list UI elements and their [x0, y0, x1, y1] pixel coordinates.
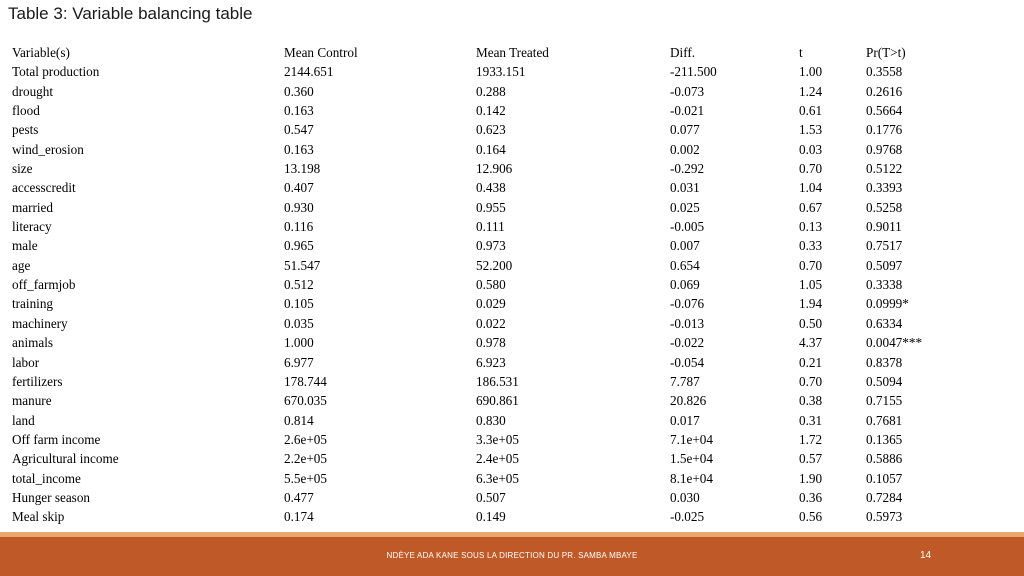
cell-variable: total_income	[12, 470, 81, 486]
cell-mean-treated: 12.906	[476, 161, 513, 177]
table-row	[8, 353, 986, 372]
table-row	[8, 411, 986, 430]
cell-mean-control: 0.360	[284, 83, 314, 99]
cell-mean-control: 5.5e+05	[284, 470, 327, 486]
cell-mean-treated: 0.580	[476, 277, 506, 293]
cell-mean-control: 2144.651	[284, 64, 334, 80]
cell-p-value: 0.5097	[866, 257, 903, 273]
page-number: 14	[920, 550, 932, 561]
cell-variable: flood	[12, 103, 40, 119]
cell-t: 0.56	[799, 509, 823, 525]
cell-diff: 0.031	[670, 180, 700, 196]
cell-variable: labor	[12, 354, 40, 370]
cell-mean-treated: 690.861	[476, 393, 519, 409]
cell-t: 1.24	[799, 83, 823, 99]
cell-diff: -0.054	[670, 354, 705, 370]
cell-diff: 0.002	[670, 141, 700, 157]
cell-mean-control: 13.198	[284, 161, 321, 177]
cell-mean-control: 0.163	[284, 141, 314, 157]
cell-mean-control: 0.930	[284, 199, 314, 215]
footer-bar	[0, 537, 1024, 576]
table-row	[8, 391, 986, 410]
cell-diff: 7.1e+04	[670, 431, 713, 447]
cell-mean-control: 0.965	[284, 238, 314, 254]
table-body	[8, 62, 986, 526]
cell-t: 0.70	[799, 373, 823, 389]
table-row	[8, 314, 986, 333]
cell-p-value: 0.9011	[866, 219, 902, 235]
cell-diff: 8.1e+04	[670, 470, 713, 486]
cell-t: 0.70	[799, 161, 823, 177]
cell-mean-control: 0.174	[284, 509, 314, 525]
cell-mean-control: 0.105	[284, 296, 314, 312]
cell-p-value: 0.9768	[866, 141, 903, 157]
cell-variable: Meal skip	[12, 509, 65, 525]
footer-author-text: NDÈYE ADA KANE SOUS LA DIRECTION DU PR. SAMBA MBAYE	[386, 551, 638, 560]
cell-p-value: 0.1057	[866, 470, 903, 486]
cell-t: 0.38	[799, 393, 823, 409]
cell-variable: off_farmjob	[12, 277, 76, 293]
cell-t: 0.03	[799, 141, 823, 157]
cell-mean-treated: 0.438	[476, 180, 506, 196]
table-row	[8, 333, 986, 352]
cell-mean-treated: 0.978	[476, 335, 506, 351]
table-row	[8, 469, 986, 488]
cell-variable: land	[12, 412, 35, 428]
table-row	[8, 140, 986, 159]
cell-mean-treated: 2.4e+05	[476, 451, 519, 467]
cell-variable: drought	[12, 83, 54, 99]
table-row	[8, 159, 986, 178]
header-p-value: Pr(T>t)	[866, 45, 906, 60]
cell-mean-treated: 0.111	[476, 219, 505, 235]
cell-diff: -211.500	[670, 64, 717, 80]
cell-mean-control: 0.547	[284, 122, 314, 138]
cell-t: 1.72	[799, 431, 823, 447]
table-row	[8, 294, 986, 313]
cell-t: 0.21	[799, 354, 823, 370]
cell-mean-control: 0.814	[284, 412, 314, 428]
table-row	[8, 198, 986, 217]
cell-mean-treated: 0.623	[476, 122, 506, 138]
cell-mean-treated: 3.3e+05	[476, 431, 519, 447]
cell-variable: married	[12, 199, 54, 215]
cell-p-value: 0.5094	[866, 373, 903, 389]
cell-mean-control: 1.000	[284, 335, 314, 351]
cell-variable: Total production	[12, 64, 100, 80]
cell-mean-treated: 0.973	[476, 238, 506, 254]
cell-p-value: 0.1776	[866, 122, 903, 138]
cell-mean-control: 178.744	[284, 373, 327, 389]
table-row	[8, 430, 986, 449]
cell-p-value: 0.3558	[866, 64, 903, 80]
cell-t: 1.90	[799, 470, 823, 486]
table-row	[8, 507, 986, 526]
cell-p-value: 0.7681	[866, 412, 903, 428]
cell-mean-control: 51.547	[284, 257, 321, 273]
cell-t: 0.67	[799, 199, 823, 215]
cell-diff: 0.007	[670, 238, 700, 254]
cell-p-value: 0.5886	[866, 451, 903, 467]
cell-mean-control: 0.477	[284, 489, 314, 505]
cell-mean-treated: 0.149	[476, 509, 506, 525]
cell-diff: -0.013	[670, 315, 705, 331]
cell-p-value: 0.5664	[866, 103, 903, 119]
table-row	[8, 275, 986, 294]
cell-diff: 0.025	[670, 199, 700, 215]
cell-diff: -0.073	[670, 83, 705, 99]
table-row	[8, 236, 986, 255]
cell-variable: literacy	[12, 219, 52, 235]
table-row	[8, 217, 986, 236]
header-t: t	[799, 45, 803, 60]
cell-variable: machinery	[12, 315, 68, 331]
slide-title: Table 3: Variable balancing table	[8, 4, 253, 23]
cell-diff: 1.5e+04	[670, 451, 713, 467]
header-diff: Diff.	[670, 45, 696, 60]
cell-variable: Hunger season	[12, 489, 91, 505]
cell-mean-treated: 1933.151	[476, 64, 526, 80]
cell-mean-control: 0.163	[284, 103, 314, 119]
cell-variable: Agricultural income	[12, 451, 119, 467]
cell-p-value: 0.7517	[866, 238, 903, 254]
cell-t: 4.37	[799, 335, 823, 351]
cell-mean-control: 0.407	[284, 180, 314, 196]
cell-diff: 0.077	[670, 122, 700, 138]
cell-p-value: 0.2616	[866, 83, 903, 99]
cell-mean-treated: 0.164	[476, 141, 506, 157]
cell-t: 0.50	[799, 315, 823, 331]
cell-t: 1.05	[799, 277, 823, 293]
cell-variable: age	[12, 257, 31, 273]
cell-mean-control: 0.512	[284, 277, 314, 293]
cell-t: 0.36	[799, 489, 823, 505]
cell-variable: male	[12, 238, 38, 254]
cell-p-value: 0.0047***	[866, 335, 923, 351]
table-row	[8, 256, 986, 275]
cell-mean-treated: 6.3e+05	[476, 470, 519, 486]
cell-t: 0.13	[799, 219, 823, 235]
cell-mean-treated: 0.288	[476, 83, 506, 99]
cell-variable: size	[12, 161, 33, 177]
cell-t: 1.00	[799, 64, 823, 80]
cell-variable: pests	[12, 122, 39, 138]
cell-mean-treated: 0.830	[476, 412, 506, 428]
cell-diff: -0.025	[670, 509, 705, 525]
cell-diff: 7.787	[670, 373, 700, 389]
cell-diff: 0.017	[670, 412, 700, 428]
cell-mean-treated: 0.507	[476, 489, 506, 505]
cell-variable: accesscredit	[12, 180, 76, 196]
cell-mean-control: 2.2e+05	[284, 451, 327, 467]
cell-diff: -0.022	[670, 335, 705, 351]
cell-t: 0.57	[799, 451, 823, 467]
table-row	[8, 178, 986, 197]
cell-diff: -0.005	[670, 219, 705, 235]
cell-variable: animals	[12, 335, 54, 351]
cell-t: 0.33	[799, 238, 823, 254]
table-row	[8, 488, 986, 507]
cell-p-value: 0.5973	[866, 509, 903, 525]
cell-p-value: 0.3393	[866, 180, 903, 196]
cell-t: 0.61	[799, 103, 823, 119]
cell-diff: -0.292	[670, 161, 705, 177]
cell-diff: -0.076	[670, 296, 705, 312]
cell-p-value: 0.5258	[866, 199, 903, 215]
cell-variable: Off farm income	[12, 431, 101, 447]
table-header-row	[8, 43, 986, 62]
header-mean-treated: Mean Treated	[476, 45, 549, 60]
cell-mean-control: 2.6e+05	[284, 431, 327, 447]
cell-t: 0.31	[799, 412, 823, 428]
cell-p-value: 0.6334	[866, 315, 903, 331]
cell-mean-control: 670.035	[284, 393, 327, 409]
header-mean-control: Mean Control	[284, 45, 358, 60]
cell-mean-treated: 186.531	[476, 373, 519, 389]
cell-p-value: 0.8378	[866, 354, 903, 370]
cell-mean-control: 0.116	[284, 219, 314, 235]
cell-t: 1.94	[799, 296, 823, 312]
cell-mean-treated: 0.142	[476, 103, 506, 119]
cell-t: 1.53	[799, 122, 823, 138]
cell-variable: wind_erosion	[12, 141, 84, 157]
cell-diff: 0.030	[670, 489, 700, 505]
table-row	[8, 82, 986, 101]
cell-diff: 0.069	[670, 277, 700, 293]
cell-variable: manure	[12, 393, 52, 409]
cell-diff: -0.021	[670, 103, 705, 119]
cell-diff: 0.654	[670, 257, 700, 273]
cell-t: 1.04	[799, 180, 823, 196]
cell-mean-control: 0.035	[284, 315, 314, 331]
cell-p-value: 0.5122	[866, 161, 903, 177]
table-row	[8, 101, 986, 120]
cell-t: 0.70	[799, 257, 823, 273]
cell-p-value: 0.7284	[866, 489, 903, 505]
table-row	[8, 62, 986, 81]
table-row	[8, 120, 986, 139]
cell-p-value: 0.1365	[866, 431, 903, 447]
cell-mean-treated: 0.029	[476, 296, 506, 312]
cell-p-value: 0.0999*	[866, 296, 909, 312]
cell-p-value: 0.7155	[866, 393, 903, 409]
table-row	[8, 372, 986, 391]
table-row	[8, 449, 986, 468]
header-variable: Variable(s)	[12, 45, 70, 60]
cell-variable: training	[12, 296, 54, 312]
cell-mean-treated: 0.022	[476, 315, 506, 331]
cell-mean-treated: 0.955	[476, 199, 506, 215]
cell-mean-treated: 6.923	[476, 354, 506, 370]
variable-balancing-table	[8, 43, 986, 527]
cell-p-value: 0.3338	[866, 277, 903, 293]
cell-variable: fertilizers	[12, 373, 63, 389]
cell-mean-treated: 52.200	[476, 257, 513, 273]
cell-diff: 20.826	[670, 393, 707, 409]
cell-mean-control: 6.977	[284, 354, 314, 370]
